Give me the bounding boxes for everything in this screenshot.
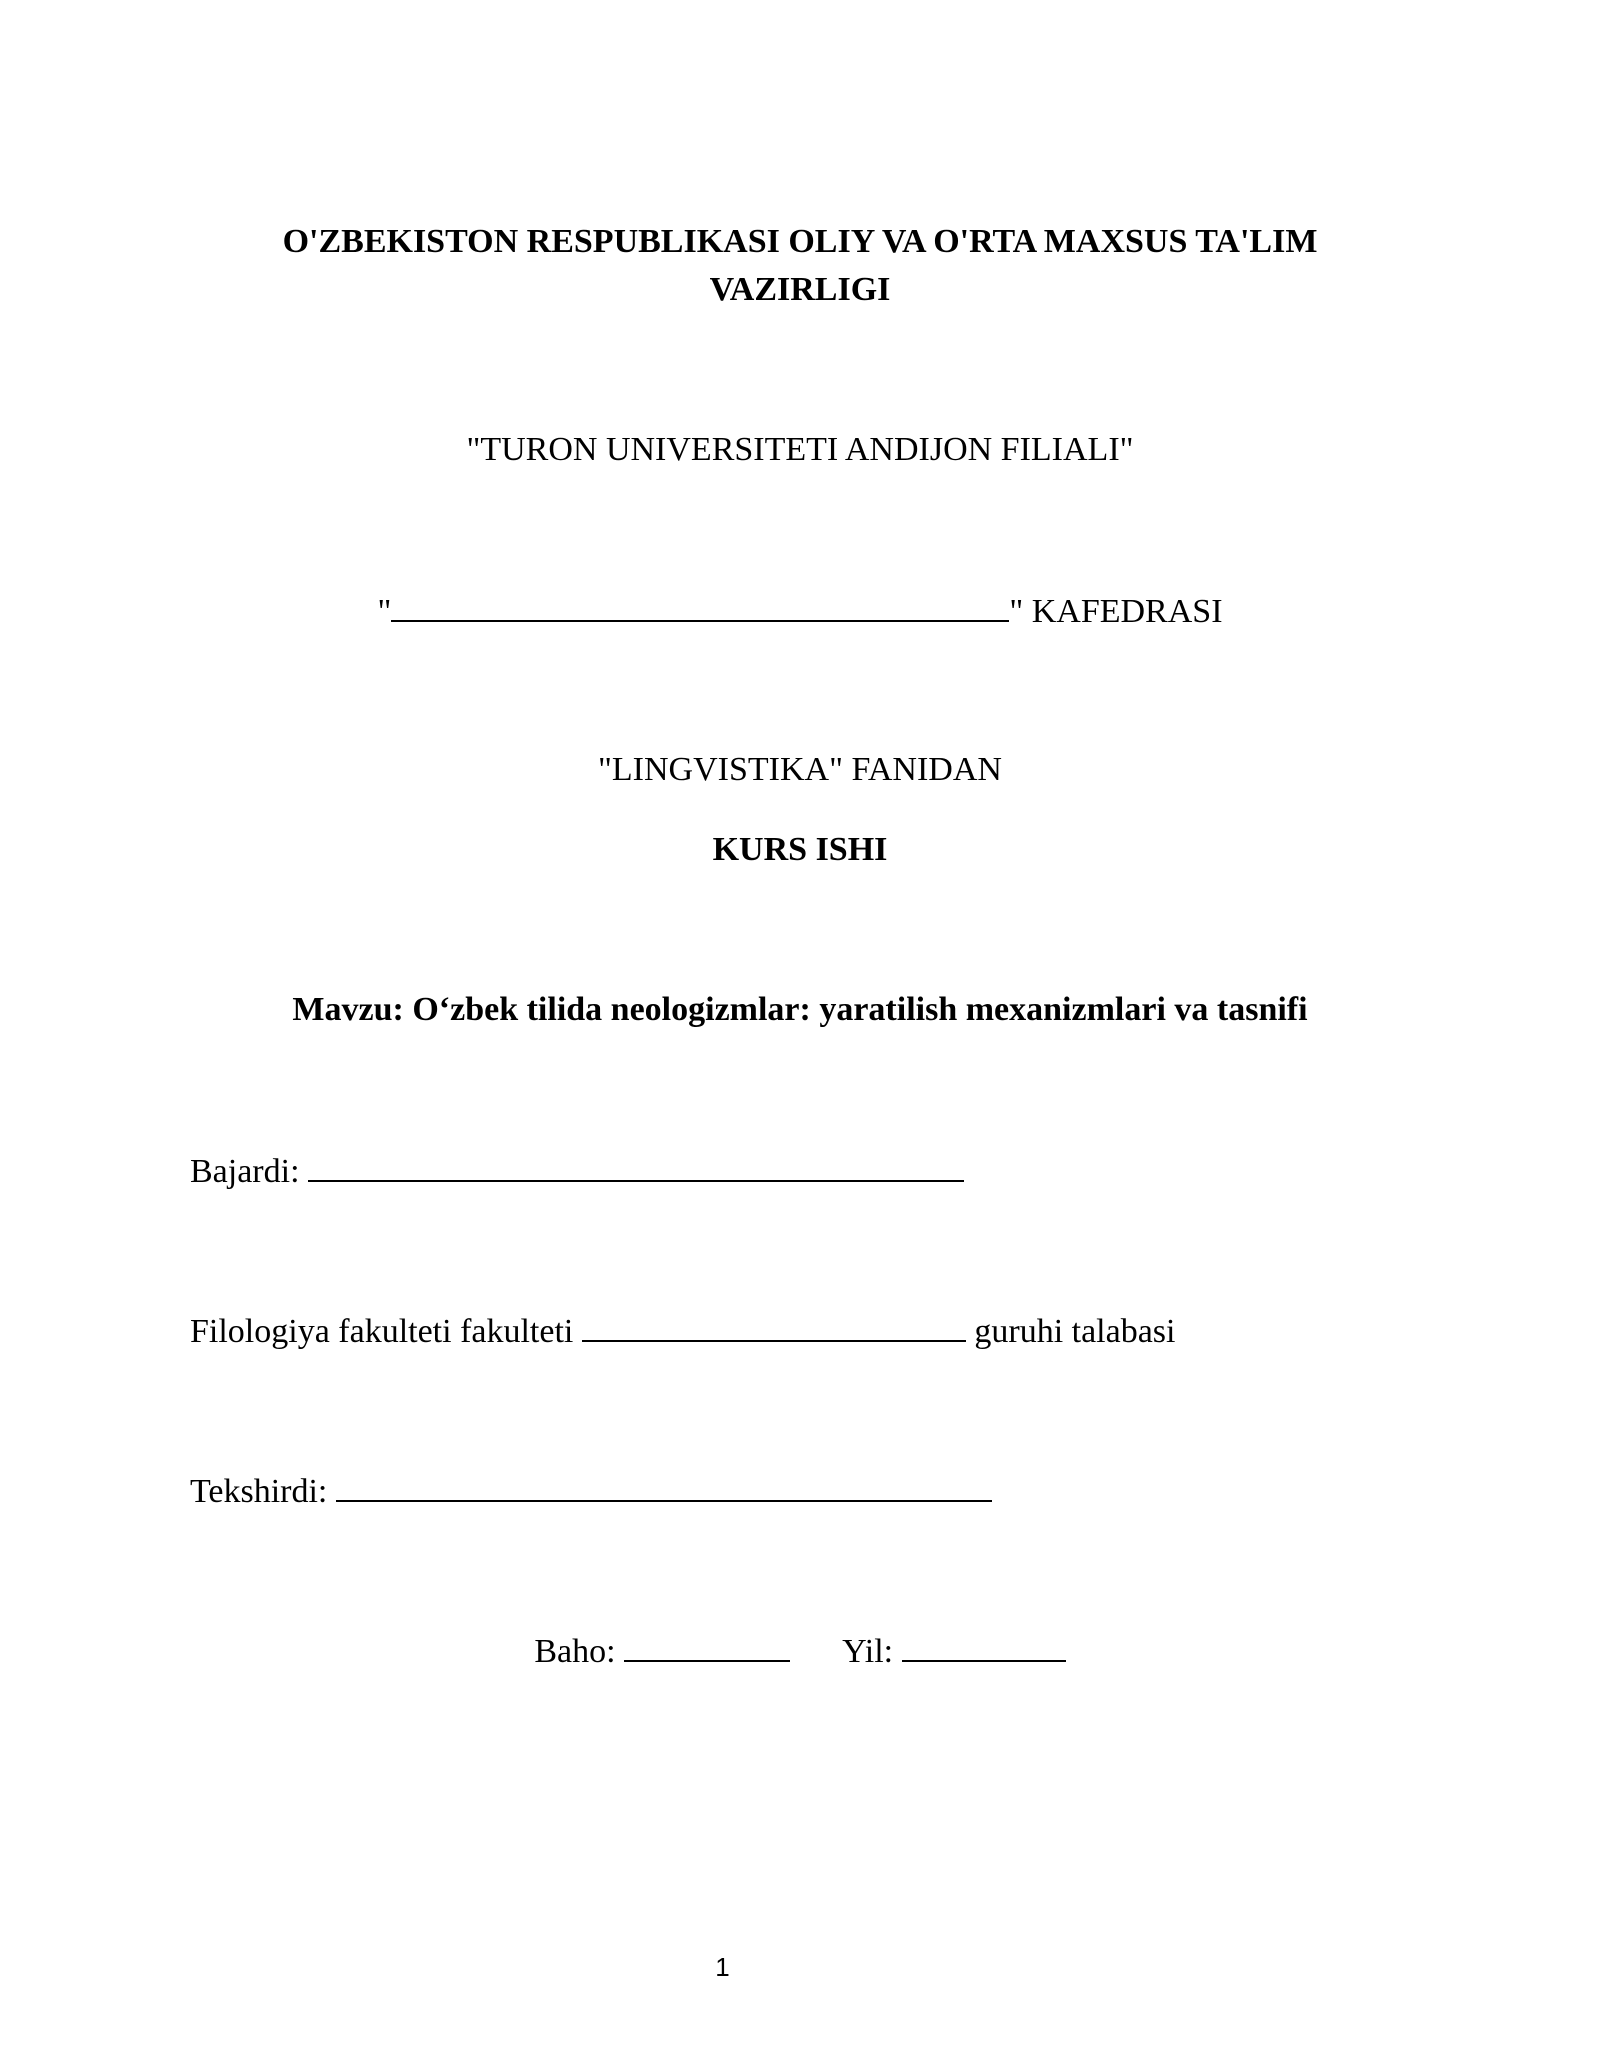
faculty-line bbox=[190, 1310, 1176, 1352]
grade-blank[interactable] bbox=[624, 1630, 790, 1662]
faculty-label: Filologiya fakulteti fakulteti bbox=[190, 1313, 574, 1350]
department-line bbox=[0, 590, 1600, 632]
page-number: 1 bbox=[715, 1952, 730, 1982]
year-blank[interactable] bbox=[902, 1630, 1066, 1662]
checked-by-blank[interactable] bbox=[336, 1470, 992, 1502]
checked-by-line bbox=[190, 1470, 992, 1512]
ministry-title-line1: O'ZBEKISTON RESPUBLIKASI OLIY VA O'RTA MAXSUS TA'LIM bbox=[282, 223, 1318, 260]
university-name: "TURON UNIVERSITETI ANDIJON FILIALI" bbox=[466, 431, 1134, 468]
group-suffix: guruhi talabasi bbox=[974, 1313, 1176, 1350]
department-blank[interactable] bbox=[391, 590, 1009, 622]
grade-year-line bbox=[0, 1630, 1600, 1672]
done-by-blank[interactable] bbox=[308, 1150, 964, 1182]
department-open-quote: " bbox=[377, 593, 392, 630]
department-suffix: " KAFEDRASI bbox=[1009, 593, 1223, 630]
year-label: Yil: bbox=[842, 1633, 894, 1670]
work-type: KURS ISHI bbox=[712, 831, 888, 868]
subject-line: "LINGVISTIKA" FANIDAN bbox=[598, 751, 1002, 788]
ministry-title-line2: VAZIRLIGI bbox=[709, 271, 891, 308]
checked-by-label: Tekshirdi: bbox=[190, 1473, 328, 1510]
done-by-line bbox=[190, 1150, 964, 1192]
done-by-label: Bajardi: bbox=[190, 1153, 300, 1190]
topic-line: Mavzu: O‘zbek tilida neologizmlar: yaratilish mexanizmlari va tasnifi bbox=[292, 991, 1308, 1028]
group-blank[interactable] bbox=[582, 1310, 966, 1342]
grade-label: Baho: bbox=[534, 1633, 616, 1670]
